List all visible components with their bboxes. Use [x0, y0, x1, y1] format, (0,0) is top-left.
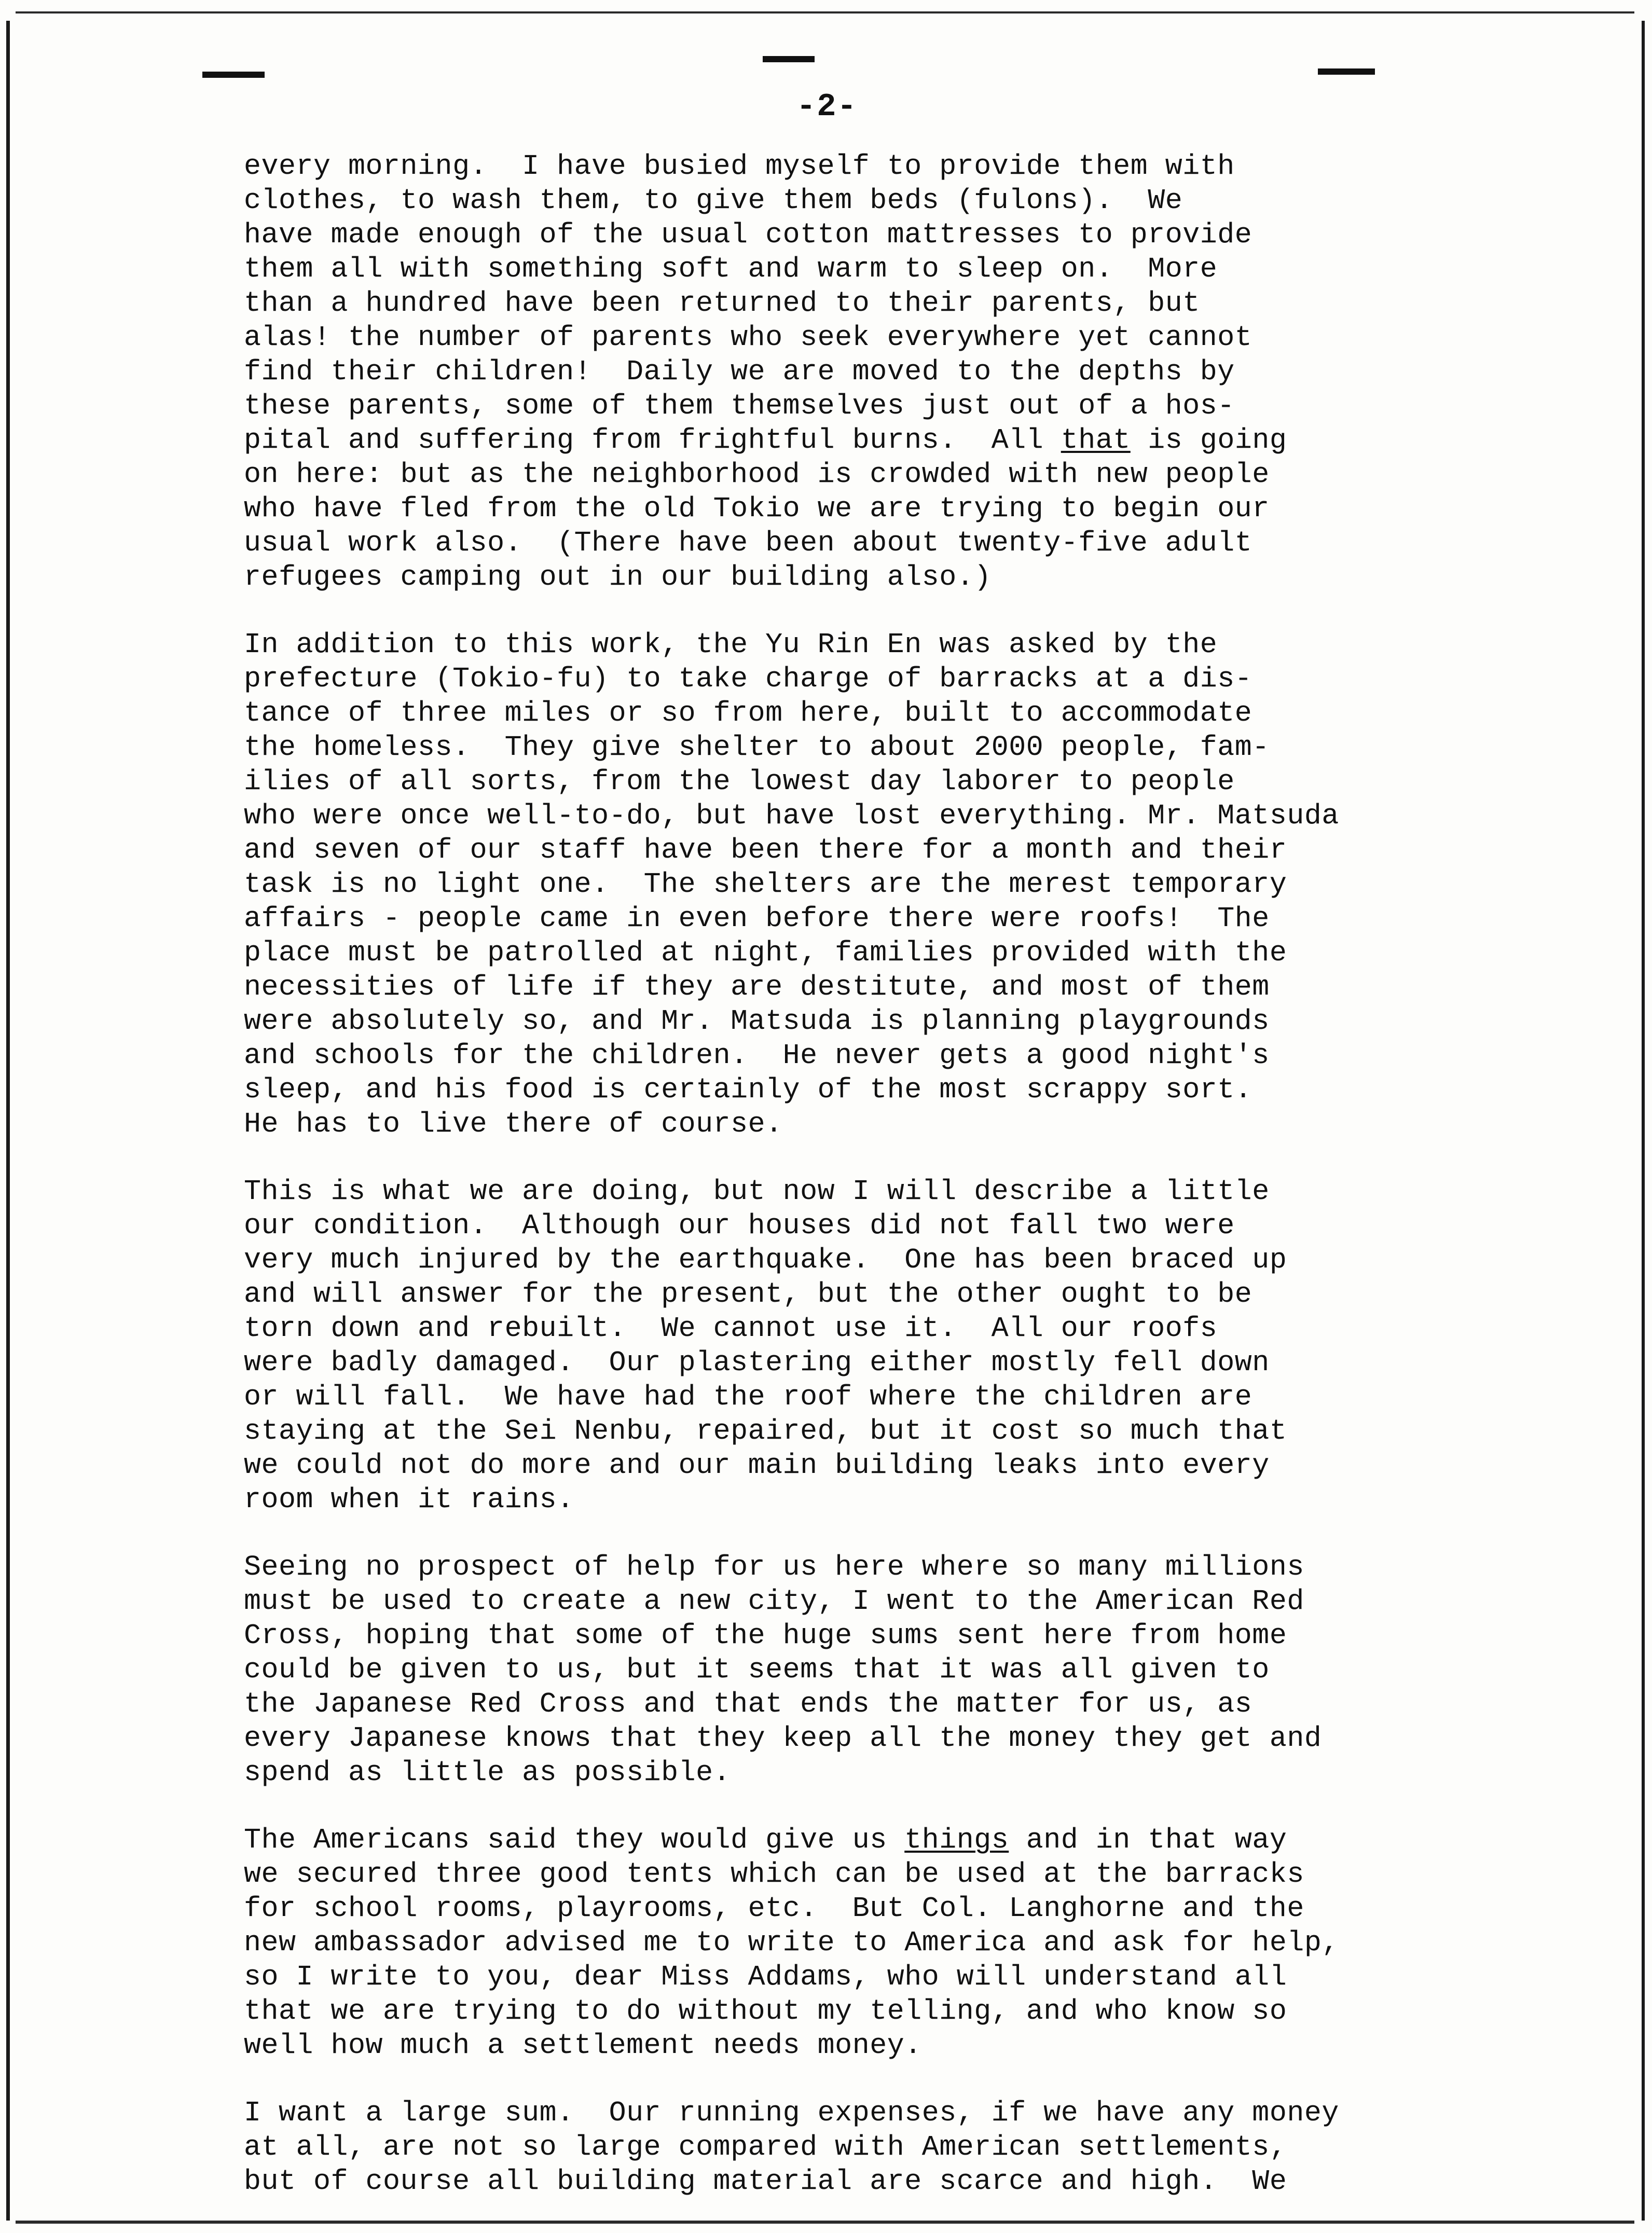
text-line: must be used to create a new city, I went to the American Red	[244, 1585, 1304, 1618]
scan-border-right	[1642, 21, 1645, 2221]
text-line: Seeing no prospect of help for us here where so many millions	[244, 1551, 1304, 1583]
text-line: find their children! Daily we are moved to the depths by	[244, 355, 1235, 388]
text-line: were badly damaged. Our plastering either mostly fell down	[244, 1346, 1270, 1379]
text-line: usual work also. (There have been about twenty-five adult	[244, 527, 1252, 559]
text-line: necessities of life if they are destitute, and most of them	[244, 971, 1270, 1003]
text-line: I want a large sum. Our running expenses, if we have any money	[244, 2097, 1339, 2129]
paragraph-2	[244, 628, 1531, 1141]
text-line: so I write to you, dear Miss Addams, who will understand all	[244, 1961, 1287, 1993]
scan-mark	[763, 56, 815, 62]
underlined-word: things	[904, 1824, 1009, 1856]
text-line: them all with something soft and warm to sleep on. More	[244, 253, 1218, 285]
text-line: torn down and rebuilt. We cannot use it. All our roofs	[244, 1312, 1218, 1345]
scan-mark	[202, 72, 265, 78]
text-line: alas! the number of parents who seek everywhere yet cannot	[244, 321, 1252, 354]
text-line: the homeless. They give shelter to about 2000 people, fam-	[244, 731, 1270, 764]
text-line: these parents, some of them themselves just out of a hos-	[244, 390, 1235, 422]
text-line: and seven of our staff have been there for a month and their	[244, 834, 1287, 866]
text-line: we could not do more and our main building leaks into every	[244, 1449, 1270, 1482]
text-line: prefecture (Tokio-fu) to take charge of barracks at a dis-	[244, 663, 1252, 695]
text-line	[244, 423, 1531, 458]
text-segment: pital and suffering from frightful burns. All	[244, 424, 1061, 457]
text-line: ilies of all sorts, from the lowest day laborer to people	[244, 765, 1235, 798]
text-line: and schools for the children. He never gets a good night's	[244, 1039, 1270, 1072]
text-segment: and in that way	[1009, 1824, 1287, 1856]
text-line: for school rooms, playrooms, etc. But Col. Langhorne and the	[244, 1892, 1304, 1925]
text-line	[244, 1823, 1531, 1857]
text-line: who have fled from the old Tokio we are trying to begin our	[244, 492, 1270, 525]
text-line: task is no light one. The shelters are the merest temporary	[244, 868, 1287, 901]
text-line: and will answer for the present, but the other ought to be	[244, 1278, 1252, 1311]
text-line: In addition to this work, the Yu Rin En was asked by the	[244, 628, 1218, 661]
underlined-word: that	[1061, 424, 1131, 457]
text-line: Cross, hoping that some of the huge sums sent here from home	[244, 1619, 1287, 1652]
text-line: we secured three good tents which can be used at the barracks	[244, 1858, 1304, 1891]
text-line: every Japanese knows that they keep all the money they get and	[244, 1722, 1322, 1755]
text-line: room when it rains.	[244, 1483, 574, 1516]
scan-border-left	[6, 21, 10, 2221]
paragraph-1	[244, 149, 1531, 595]
letter-body	[244, 149, 1531, 2232]
text-line: staying at the Sei Nenbu, repaired, but it cost so much that	[244, 1415, 1287, 1448]
text-line: that we are trying to do without my telling, and who know so	[244, 1995, 1287, 2028]
text-line: place must be patrolled at night, families provided with the	[244, 936, 1287, 969]
text-line: every morning. I have busied myself to provide them with	[244, 150, 1235, 183]
text-line: have made enough of the usual cotton mattresses to provide	[244, 218, 1252, 251]
text-line: tance of three miles or so from here, built to accommodate	[244, 697, 1252, 729]
scan-mark	[1318, 68, 1375, 75]
text-line: He has to live there of course.	[244, 1108, 783, 1140]
text-line: well how much a settlement needs money.	[244, 2029, 922, 2062]
text-line: our condition. Although our houses did not fall two were	[244, 1209, 1235, 1242]
text-line: were absolutely so, and Mr. Matsuda is planning playgrounds	[244, 1005, 1270, 1038]
paragraph-6	[244, 2096, 1531, 2199]
text-line: on here: but as the neighborhood is crowded with new people	[244, 458, 1270, 491]
text-line: new ambassador advised me to write to America and ask for help,	[244, 1926, 1339, 1959]
text-line: This is what we are doing, but now I will describe a little	[244, 1175, 1270, 1208]
text-line: the Japanese Red Cross and that ends the matter for us, as	[244, 1688, 1252, 1720]
paragraph-3	[244, 1175, 1531, 1517]
scan-border-top	[16, 11, 1634, 13]
text-line: clothes, to wash them, to give them beds (fulons). We	[244, 184, 1183, 217]
text-line: affairs - people came in even before there were roofs! The	[244, 902, 1270, 935]
text-line: refugees camping out in our building also.)	[244, 561, 992, 594]
text-line: sleep, and his food is certainly of the most scrappy sort.	[244, 1073, 1252, 1106]
page-number: -2-	[796, 88, 858, 125]
text-segment: is going	[1130, 424, 1287, 457]
text-line: spend as little as possible.	[244, 1756, 731, 1789]
text-segment: The Americans said they would give us	[244, 1824, 905, 1856]
text-line: at all, are not so large compared with American settlements,	[244, 2131, 1287, 2163]
text-line: or will fall. We have had the roof where the children are	[244, 1381, 1252, 1413]
text-line: very much injured by the earthquake. One has been braced up	[244, 1244, 1287, 1276]
text-line: could be given to us, but it seems that it was all given to	[244, 1653, 1270, 1686]
text-line: but of course all building material are scarce and high. We	[244, 2165, 1287, 2198]
paragraph-5	[244, 1823, 1531, 2063]
text-line: who were once well-to-do, but have lost everything. Mr. Matsuda	[244, 800, 1339, 832]
text-line: than a hundred have been returned to their parents, but	[244, 287, 1200, 320]
paragraph-4	[244, 1550, 1531, 1790]
